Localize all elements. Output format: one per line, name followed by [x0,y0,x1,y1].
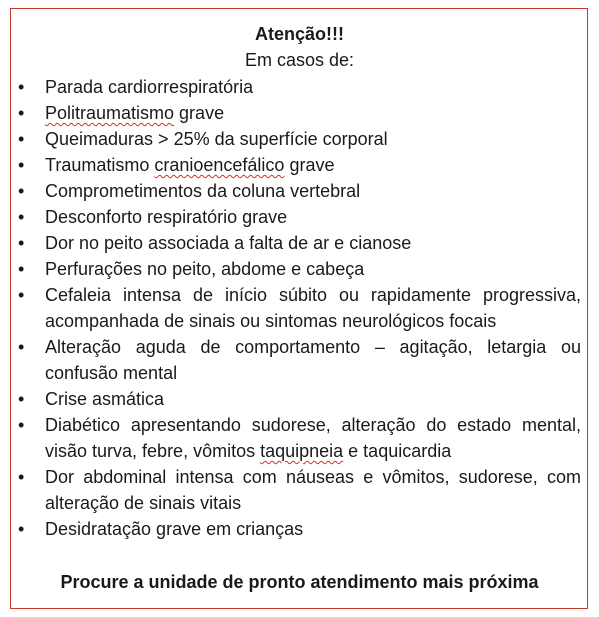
list-item [0,256,599,282]
list-item [0,230,599,256]
list-item [0,516,599,542]
list-item-text: Dor no peito associada a falta de ar e cianose [45,233,412,253]
list-item [0,204,599,230]
list-item [0,334,599,386]
list-item-text: Perfurações no peito, abdome e cabeça [45,259,365,279]
bullet-icon: • [18,337,25,357]
bullet-icon: • [18,389,25,409]
bullet-icon: • [18,519,25,539]
bullet-icon: • [18,155,25,175]
list-item [0,74,599,100]
bullet-icon: • [18,181,25,201]
notice-footer: Procure a unidade de pronto atendimento mais próxima [60,572,539,592]
bullet-icon: • [18,129,25,149]
list-item-text: Parada cardiorrespiratória [45,77,254,97]
bullet-icon: • [18,233,25,253]
list-item-text: grave [284,155,335,175]
list-item-text: Diabético apresentando sudorese, alteração do estado mental, visão turva, febre, vômitos [45,415,581,461]
notice-subtitle: Em casos de: [244,50,355,70]
list-item-text: grave [174,103,225,123]
list-item-text: Alteração aguda de comportamento – agitação, letargia ou confusão mental [45,337,581,383]
list-item [0,126,599,152]
list-item [0,100,599,126]
list-item [0,464,599,516]
spellcheck-word: Politraumatismo [45,103,175,123]
bullet-icon: • [18,77,25,97]
spellcheck-word: taquipneia [260,441,344,461]
bullet-icon: • [18,415,25,435]
list-item [0,386,599,412]
list-item [0,152,599,178]
list-item-text: e taquicardia [343,441,452,461]
emergency-cases-list [0,74,599,542]
bullet-icon: • [18,103,25,123]
list-item-text: Dor abdominal intensa com náuseas e vômitos, sudorese, com alteração de sinais vitais [45,467,581,513]
notice-title: Atenção!!! [255,24,344,44]
list-item-text: Desidratação grave em crianças [45,519,304,539]
list-item [0,412,599,464]
bullet-icon: • [18,285,25,305]
spellcheck-word: cranioencefálico [154,155,285,175]
bullet-icon: • [18,467,25,487]
list-item-text: Traumatismo [45,155,155,175]
list-item-text: Queimaduras > 25% da superfície corporal [45,129,388,149]
list-item [0,178,599,204]
list-item-text: Desconforto respiratório grave [45,207,288,227]
list-item-text: Cefaleia intensa de início súbito ou rapidamente progressiva, acompanhada de sinais ou sintomas neurológicos focais [45,285,581,331]
list-item-text: Crise asmática [45,389,165,409]
list-item-text: Comprometimentos da coluna vertebral [45,181,361,201]
bullet-icon: • [18,259,25,279]
list-item [0,282,599,334]
bullet-icon: • [18,207,25,227]
